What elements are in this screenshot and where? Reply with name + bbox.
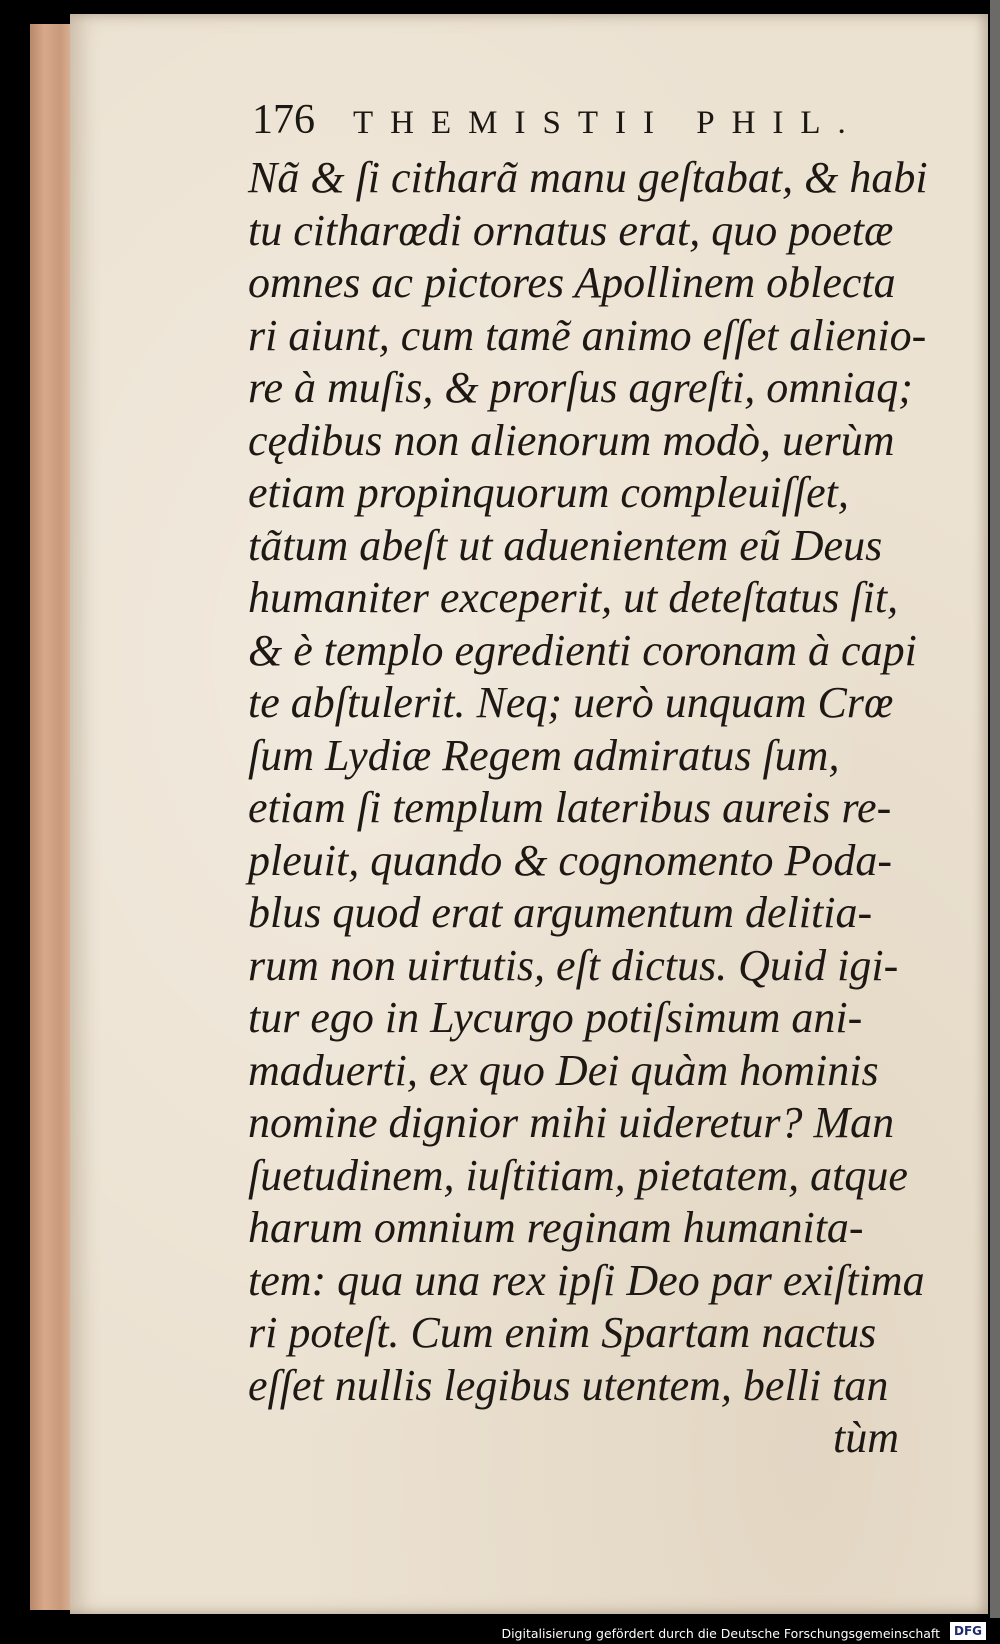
text-line: Nã & ſi citharã manu geſtabat, & habi (248, 153, 928, 202)
text-line: nomine dignior mihi uideretur? Man (248, 1098, 895, 1147)
footer-bar (0, 1618, 1000, 1644)
funding-credit: Digitalisierung gefördert durch die Deutsche Forschungsgemeinschaft (501, 1626, 940, 1641)
text-line: etiam propinquorum compleuiſſet, (248, 468, 849, 517)
text-line: tur ego in Lycurgo potiſsimum ani- (248, 993, 863, 1042)
running-head-title: THEMISTII PHIL. (353, 105, 863, 141)
text-line: etiam ſi templum lateribus aureis re- (248, 783, 892, 832)
text-line: tãtum abeſt ut aduenientem eũ Deus (248, 520, 883, 570)
text-line: & è templo egredienti coronam à capi (248, 625, 917, 675)
running-head (252, 96, 892, 148)
text-block (248, 152, 948, 1465)
text-line: harum omnium reginam humanita- (248, 1203, 864, 1252)
text-line: humaniter exceperit, ut deteſtatus ſit, (248, 573, 899, 622)
text-line: re à muſis, & prorſus agreſti, omniaq; (248, 363, 913, 412)
text-line: pleuit, quando & cognomento Poda- (248, 835, 893, 885)
text-line: ri aiunt, cum tamẽ animo eſſet alienio- (248, 310, 927, 360)
text-line: rum non uirtutis, eſt dictus. Quid igi- (248, 940, 899, 990)
text-line: tem: qua una rex ipſi Deo par exiſtima (248, 1255, 925, 1305)
page-number: 176 (252, 97, 315, 143)
catchword: tùm (833, 1413, 899, 1462)
dfg-logo: DFG (950, 1622, 986, 1640)
text-line: blus quod erat argumentum delitia- (248, 888, 873, 937)
text-line: te abſtulerit. Neq; uerò unquam Crœ (248, 678, 894, 727)
right-border (990, 0, 1000, 1644)
text-line: omnes ac pictores Apollinem oblecta (248, 258, 896, 307)
text-line: cędibus non alienorum modò, uerùm (248, 415, 895, 465)
text-line: ri poteſt. Cum enim Spartam nactus (248, 1308, 877, 1357)
text-line: tu citharœdi ornatus erat, quo poetæ (248, 205, 894, 255)
text-line: ſum Lydiæ Regem admiratus ſum, (248, 730, 840, 780)
text-line: eſſet nullis legibus utentem, belli tan (248, 1360, 889, 1410)
text-line: ſuetudinem, iuſtitiam, pietatem, atque (248, 1150, 908, 1200)
text-line: maduerti, ex quo Dei quàm hominis (248, 1045, 879, 1095)
